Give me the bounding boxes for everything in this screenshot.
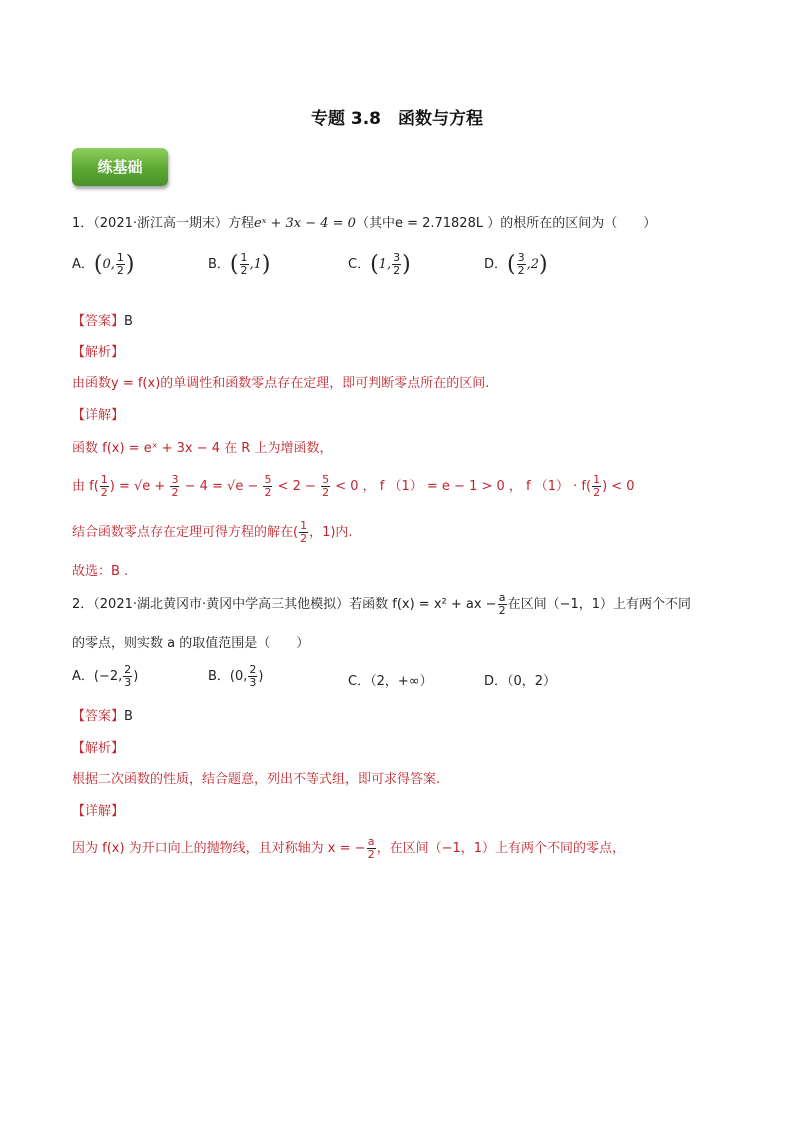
answer-value: B bbox=[124, 314, 133, 329]
text-seg: < 0 ， f （1） = e − 1 > 0 ， f （1） · f( bbox=[331, 479, 592, 494]
q1-note: （其中e = 2.71828L ） bbox=[355, 216, 501, 231]
q2-options bbox=[72, 664, 722, 704]
option-label: C． bbox=[348, 257, 371, 272]
answer-tag: 【答案】 bbox=[72, 709, 125, 724]
q1-detail-line-1: 函数 f(x) = eˣ + 3x − 4 在 R 上为增函数， bbox=[72, 441, 333, 456]
q1-detail-line-2: 由 f( $\frac{1}{2}$ ) = √e + $\frac{3}{2}$ − 4 = √e − $\frac{5}{2}$ < 2 − $\frac{5}{2}$ < 0 ， f （1） = e − 1 > 0 ， f （1） · f( $\frac{1}{2}$ ) < 0 bbox=[72, 473, 635, 499]
option-label: D． bbox=[484, 257, 508, 272]
text-seg: 因为 f(x) 为开口向上的抛物线，且对称轴为 x = − bbox=[72, 841, 366, 856]
text-seg: − 4 = √e − bbox=[180, 479, 263, 494]
answer-tag: 【答案】 bbox=[72, 314, 125, 329]
q2-option-c bbox=[348, 670, 433, 689]
option-label: A． bbox=[72, 257, 94, 272]
q1-option-d: D．( $\frac{3}{2}$ ,2) bbox=[484, 251, 548, 277]
frac-num: 2 bbox=[124, 663, 132, 676]
q1-option-b: B．( $\frac{1}{2}$ ,1) bbox=[208, 251, 271, 277]
frac-den: 2 bbox=[116, 264, 124, 277]
page-title: 专题 3.8 函数与方程 bbox=[310, 109, 484, 129]
frac-num: 3 bbox=[393, 251, 401, 264]
q1-option-a: A．(0, $\frac{1}{2}$ ) bbox=[72, 251, 135, 277]
q1-answer bbox=[72, 310, 133, 329]
option-end: ) bbox=[258, 669, 264, 684]
frac-num: 3 bbox=[517, 251, 525, 264]
text-seg: ，在区间（−1，1）上有两个不同的零点， bbox=[376, 841, 625, 856]
q1-detail-tag: 【详解】 bbox=[72, 408, 125, 423]
question-1-stem bbox=[72, 212, 656, 231]
q1-prefix: 1．（2021·浙江高一期末）方程 bbox=[72, 216, 254, 231]
option-text: （2，+∞） bbox=[370, 674, 433, 689]
question-2-stem-line-2: 的零点，则实数 a 的取值范围是（ ） bbox=[72, 636, 310, 651]
question-2-stem-line-1: 2．（2021·湖北黄冈市·黄冈中学高三其他模拟）若函数 f(x) = x² + ax − $\frac{a}{2}$ 在区间（−1，1）上有两个不同 bbox=[72, 591, 692, 617]
q2-detail-tag: 【详解】 bbox=[72, 804, 125, 819]
q1-conclusion: 故选：B . bbox=[72, 564, 129, 579]
q1-option-c: C．(1, $\frac{3}{2}$ ) bbox=[348, 251, 411, 277]
q2-analysis: 根据二次函数的性质，结合题意，列出不等式组，即可求得答案. bbox=[72, 772, 441, 787]
q2-answer bbox=[72, 705, 133, 724]
text-seg: 结合函数零点存在定理可得方程的解在( bbox=[72, 525, 299, 540]
q2-detail-line-1: 因为 f(x) 为开口向上的抛物线，且对称轴为 x = − $\frac{a}{2}$ ，在区间（−1，1）上有两个不同的零点， bbox=[72, 835, 625, 861]
option-left: 1, bbox=[378, 257, 392, 272]
option-left: 0, bbox=[102, 257, 115, 272]
frac-num: 1 bbox=[240, 251, 248, 264]
option-text: (−2, bbox=[93, 669, 123, 684]
option-text: （0，2） bbox=[507, 674, 557, 689]
option-right: ,2 bbox=[526, 257, 540, 272]
q2-analysis-tag: 【解析】 bbox=[72, 741, 125, 756]
q2-option-a bbox=[72, 664, 138, 689]
option-label: A． bbox=[72, 669, 94, 684]
q2-option-d bbox=[484, 670, 556, 689]
text-seg: 在区间（−1，1）上有两个不同 bbox=[507, 597, 692, 612]
frac-den: 2 bbox=[517, 264, 525, 277]
answer-value: B bbox=[124, 709, 133, 724]
option-label: B． bbox=[208, 257, 230, 272]
q1-equation: eˣ + 3x − 4 = 0 bbox=[254, 216, 356, 231]
text-seg: ) < 0 bbox=[602, 479, 635, 494]
text-seg: 2．（2021·湖北黄冈市·黄冈中学高三其他模拟）若函数 f(x) = x² + ax − bbox=[72, 597, 497, 612]
frac-den: 2 bbox=[240, 264, 248, 277]
text-seg: < 2 − bbox=[273, 479, 321, 494]
q2-option-b bbox=[208, 664, 263, 689]
option-label: C． bbox=[348, 674, 371, 689]
text-seg: ，1)内. bbox=[309, 525, 353, 540]
text-seg: ) = √e + bbox=[109, 479, 170, 494]
option-label: D． bbox=[484, 674, 508, 689]
q1-suffix: 的根所在的区间为（ ） bbox=[500, 216, 657, 231]
option-label: B． bbox=[208, 669, 230, 684]
option-end: ) bbox=[133, 669, 139, 684]
q1-analysis: 由函数y = f(x)的单调性和函数零点存在定理，即可判断零点所在的区间. bbox=[72, 376, 490, 391]
text-seg: 由 f( bbox=[72, 479, 99, 494]
frac-den: 3 bbox=[249, 676, 257, 689]
option-right: ,1 bbox=[249, 257, 262, 272]
q1-options bbox=[72, 252, 722, 292]
frac-num: 1 bbox=[116, 251, 124, 264]
section-badge: 练基础 bbox=[72, 148, 168, 186]
option-text: (0, bbox=[229, 669, 248, 684]
frac-den: 2 bbox=[393, 264, 401, 277]
frac-num: 2 bbox=[249, 663, 257, 676]
frac-den: 3 bbox=[124, 676, 132, 689]
q1-analysis-tag: 【解析】 bbox=[72, 345, 125, 360]
q1-detail-line-3: 结合函数零点存在定理可得方程的解在( $\frac{1}{2}$ ，1)内. bbox=[72, 519, 353, 545]
